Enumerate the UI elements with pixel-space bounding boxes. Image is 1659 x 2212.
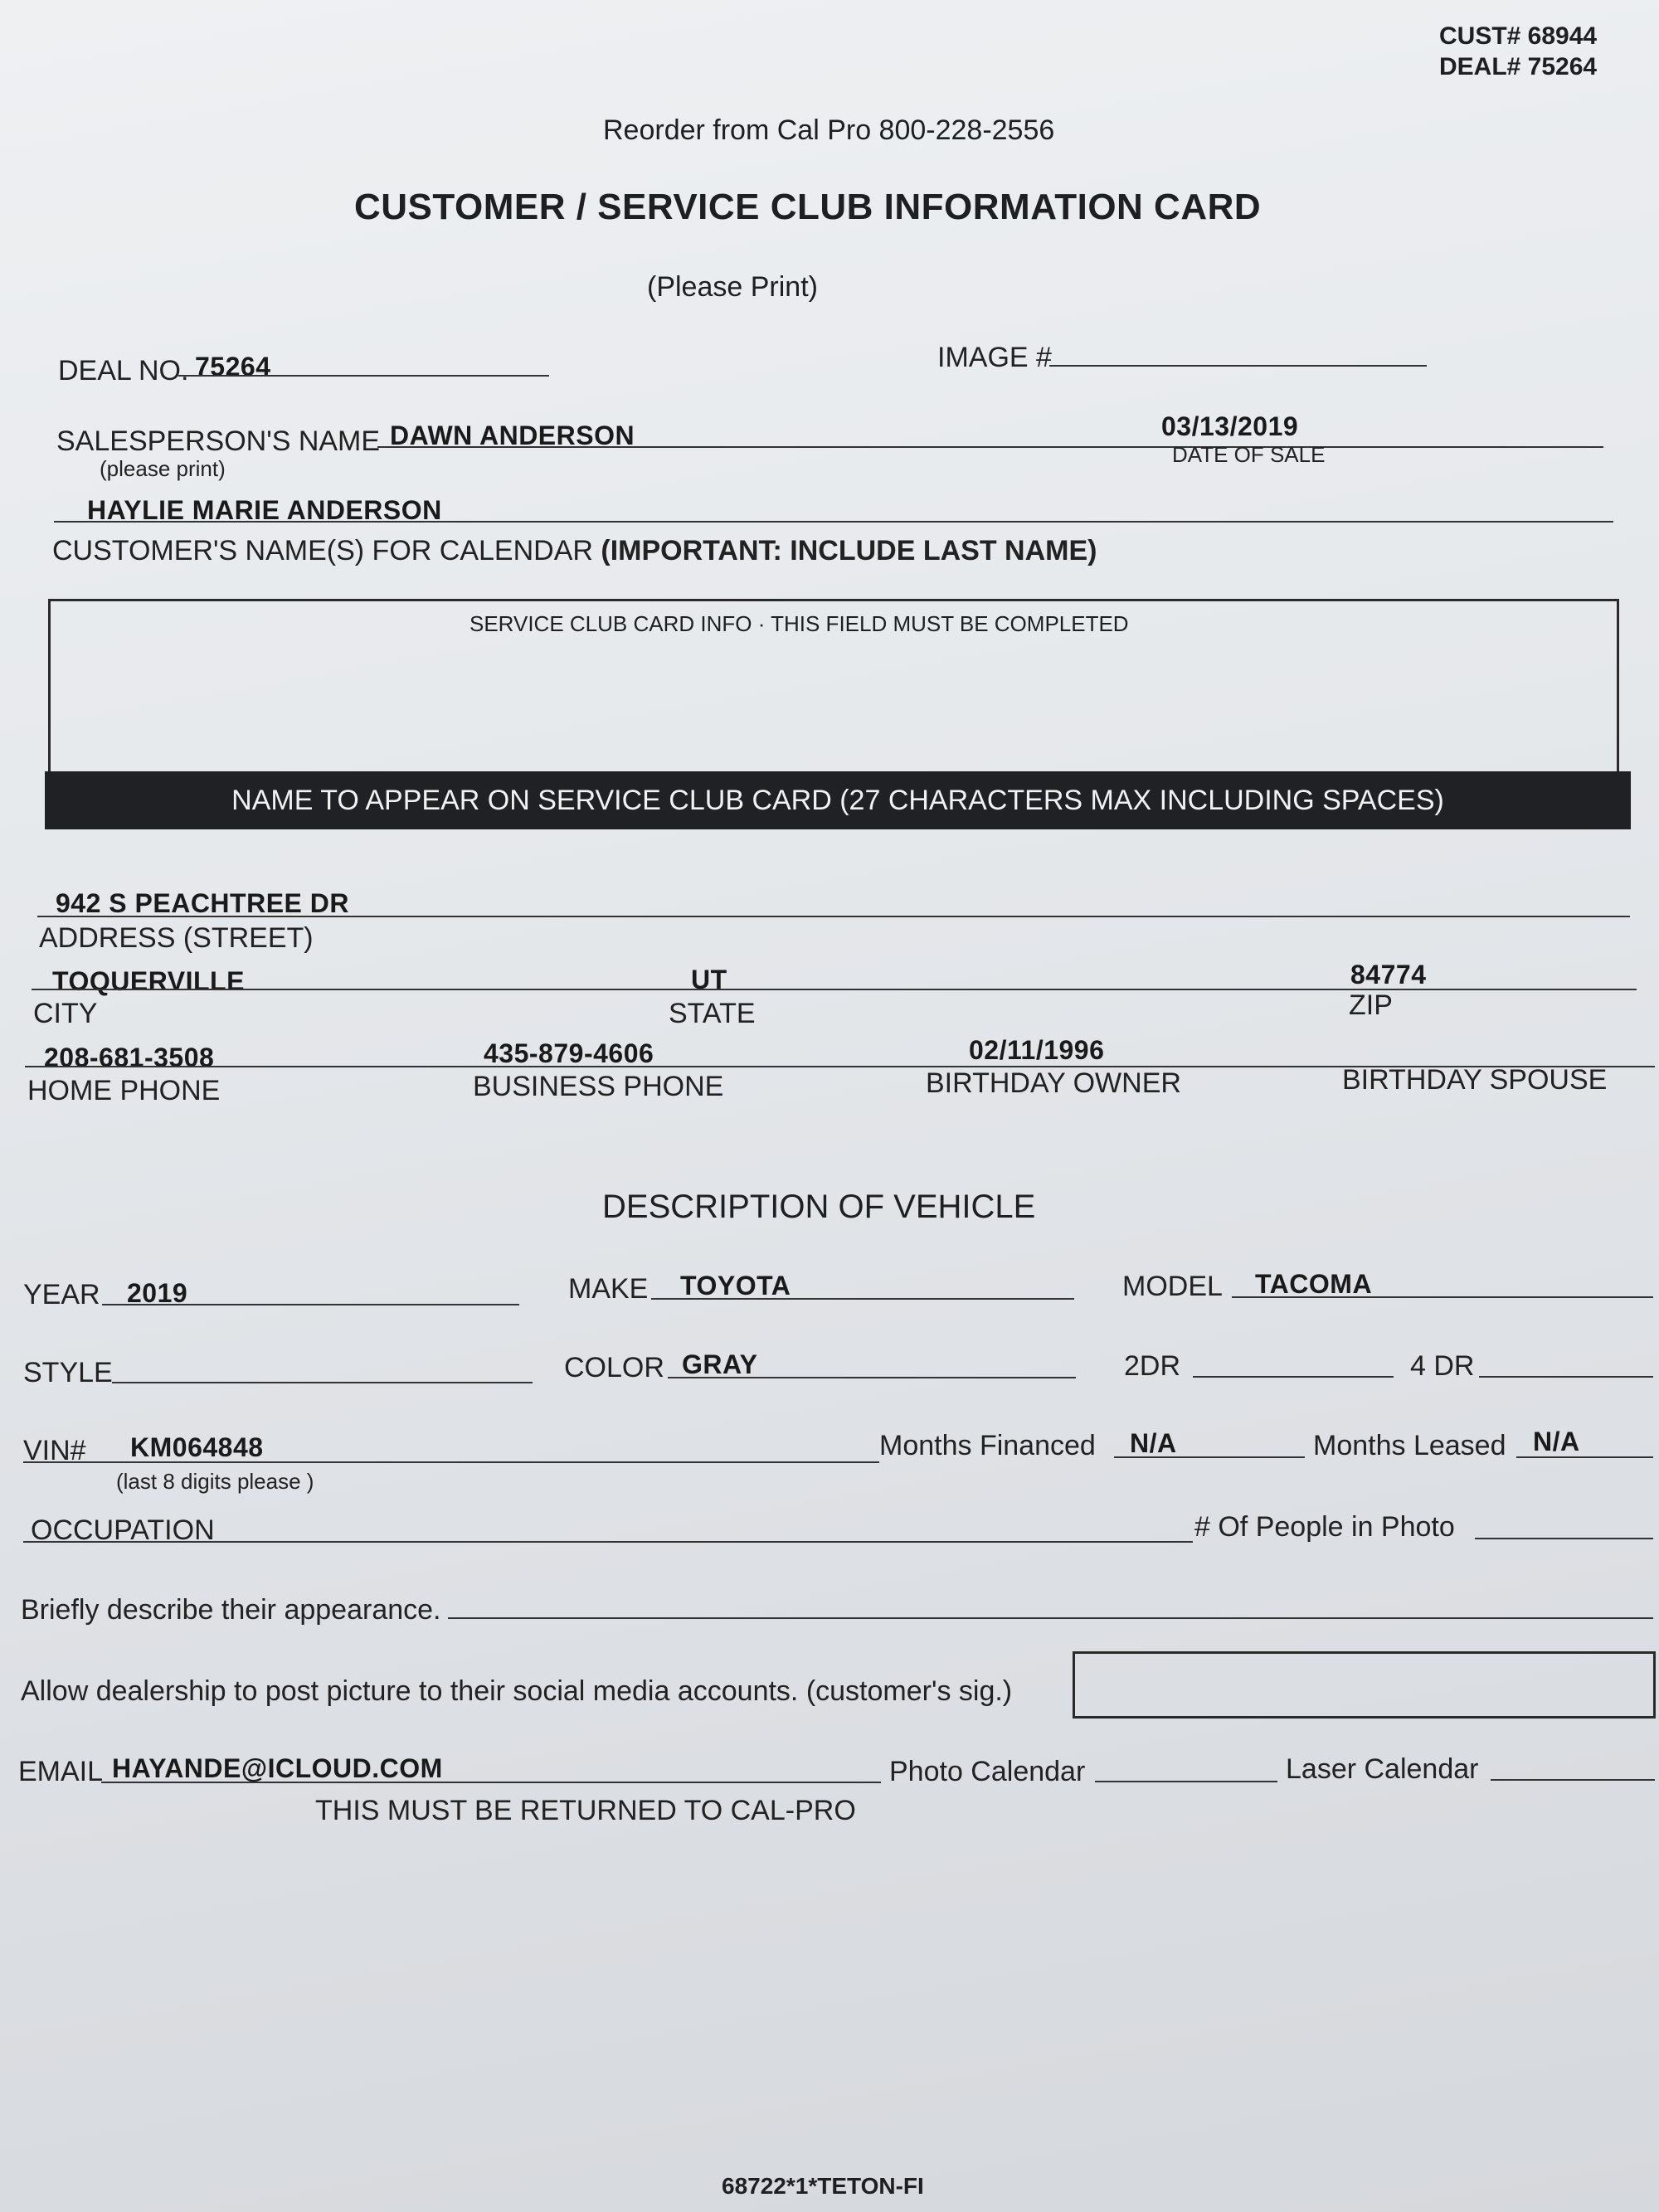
vehicle-heading: DESCRIPTION OF VEHICLE (602, 1189, 1036, 1225)
laser-calendar-line (1491, 1779, 1655, 1781)
zip-value[interactable]: 84774 (1350, 960, 1427, 989)
occupation-line (23, 1541, 1193, 1543)
photo-calendar-line (1095, 1781, 1277, 1782)
vin-label: VIN# (23, 1435, 86, 1466)
image-number-line (1049, 365, 1427, 367)
vin-value[interactable]: KM064848 (130, 1432, 264, 1462)
occupation-label: OCCUPATION (31, 1514, 215, 1546)
customer-names-label-important: (IMPORTANT: INCLUDE LAST NAME) (601, 535, 1097, 566)
salesperson-sublabel: (please print) (100, 456, 226, 481)
appearance-line (448, 1617, 1653, 1619)
city-value[interactable]: TOQUERVILLE (52, 966, 245, 996)
state-label: STATE (669, 998, 756, 1029)
two-door-line (1193, 1376, 1394, 1378)
birthday-owner-label: BIRTHDAY OWNER (926, 1067, 1181, 1099)
email-value[interactable]: HAYANDE@ICLOUD.COM (112, 1753, 443, 1783)
appearance-label: Briefly describe their appearance. (21, 1594, 441, 1626)
please-print-note: (Please Print) (647, 271, 818, 303)
date-of-sale-value[interactable]: 03/13/2019 (1161, 411, 1299, 441)
home-phone-value[interactable]: 208-681-3508 (44, 1043, 215, 1072)
customer-names-value[interactable]: HAYLIE MARIE ANDERSON (87, 495, 442, 525)
photo-calendar-label: Photo Calendar (889, 1756, 1086, 1787)
date-of-sale-label: DATE OF SALE (1172, 442, 1326, 467)
salesperson-line (377, 446, 1603, 448)
year-value[interactable]: 2019 (127, 1278, 188, 1308)
image-number-label: IMAGE # (937, 342, 1052, 373)
months-leased-label: Months Leased (1313, 1430, 1506, 1461)
return-note: THIS MUST BE RETURNED TO CAL-PRO (315, 1795, 856, 1826)
customer-number: CUST# 68944 (1439, 22, 1598, 50)
deal-no-label: DEAL NO. (58, 355, 189, 386)
style-line (112, 1382, 533, 1383)
four-door-line (1479, 1376, 1653, 1378)
vin-line (23, 1461, 879, 1463)
state-value[interactable]: UT (691, 965, 727, 994)
months-leased-value[interactable]: N/A (1533, 1427, 1580, 1456)
year-label: YEAR (23, 1279, 100, 1310)
address-label: ADDRESS (STREET) (39, 922, 314, 954)
model-line (1232, 1296, 1653, 1298)
business-phone-value[interactable]: 435-879-4606 (484, 1038, 654, 1068)
deal-number-header: DEAL# 75264 (1439, 53, 1598, 80)
color-value[interactable]: GRAY (682, 1349, 758, 1379)
make-line (651, 1298, 1074, 1300)
people-in-photo-line (1475, 1538, 1653, 1539)
months-financed-value[interactable]: N/A (1130, 1428, 1177, 1458)
customer-names-label-text: CUSTOMER'S NAME(S) FOR CALENDAR (52, 535, 593, 566)
social-media-label: Allow dealership to post picture to their social media accounts. (customer's sig.) (21, 1675, 1013, 1707)
birthday-owner-value[interactable]: 02/11/1996 (969, 1035, 1105, 1065)
months-leased-line (1516, 1456, 1653, 1458)
business-phone-label: BUSINESS PHONE (473, 1071, 724, 1102)
service-club-name-field[interactable] (51, 655, 1616, 768)
months-financed-label: Months Financed (879, 1430, 1096, 1461)
service-club-name-bar: NAME TO APPEAR ON SERVICE CLUB CARD (27 CHARACTERS MAX INCLUDING SPACES) (45, 771, 1631, 829)
city-state-zip-line (32, 989, 1637, 990)
color-line (668, 1377, 1076, 1378)
service-club-header: SERVICE CLUB CARD INFO · THIS FIELD MUST BE COMPLETED (469, 611, 1129, 636)
four-door-label: 4 DR (1410, 1350, 1475, 1382)
salesperson-value[interactable]: DAWN ANDERSON (390, 421, 635, 450)
home-phone-label: HOME PHONE (27, 1075, 221, 1106)
vin-sublabel: (last 8 digits please ) (116, 1469, 314, 1494)
year-line (102, 1304, 519, 1305)
birthday-spouse-label: BIRTHDAY SPOUSE (1342, 1064, 1608, 1096)
style-label: STYLE (23, 1357, 113, 1388)
deal-no-line (178, 375, 549, 377)
deal-no-value[interactable]: 75264 (195, 352, 271, 382)
zip-label: ZIP (1349, 989, 1393, 1021)
model-label: MODEL (1122, 1271, 1223, 1302)
make-value[interactable]: TOYOTA (680, 1271, 791, 1300)
social-media-signature-box[interactable] (1073, 1651, 1656, 1719)
people-in-photo-label: # Of People in Photo (1194, 1511, 1455, 1543)
color-label: COLOR (564, 1352, 664, 1383)
address-value[interactable]: 942 S PEACHTREE DR (56, 888, 349, 918)
customer-names-label (52, 535, 1097, 567)
salesperson-label: SALESPERSON'S NAME (56, 425, 381, 457)
footer-code: 68722*1*TETON-FI (722, 2173, 924, 2199)
two-door-label: 2DR (1124, 1350, 1181, 1382)
city-label: CITY (33, 998, 98, 1029)
reorder-note: Reorder from Cal Pro 800-228-2556 (603, 114, 1055, 146)
model-value[interactable]: TACOMA (1255, 1269, 1373, 1299)
page-title: CUSTOMER / SERVICE CLUB INFORMATION CARD (354, 187, 1262, 227)
address-line (37, 916, 1630, 917)
email-label: EMAIL (18, 1756, 104, 1787)
laser-calendar-label: Laser Calendar (1286, 1753, 1479, 1785)
make-label: MAKE (568, 1273, 649, 1305)
months-financed-line (1114, 1456, 1305, 1458)
email-line (101, 1782, 881, 1783)
customer-names-line (54, 521, 1613, 523)
